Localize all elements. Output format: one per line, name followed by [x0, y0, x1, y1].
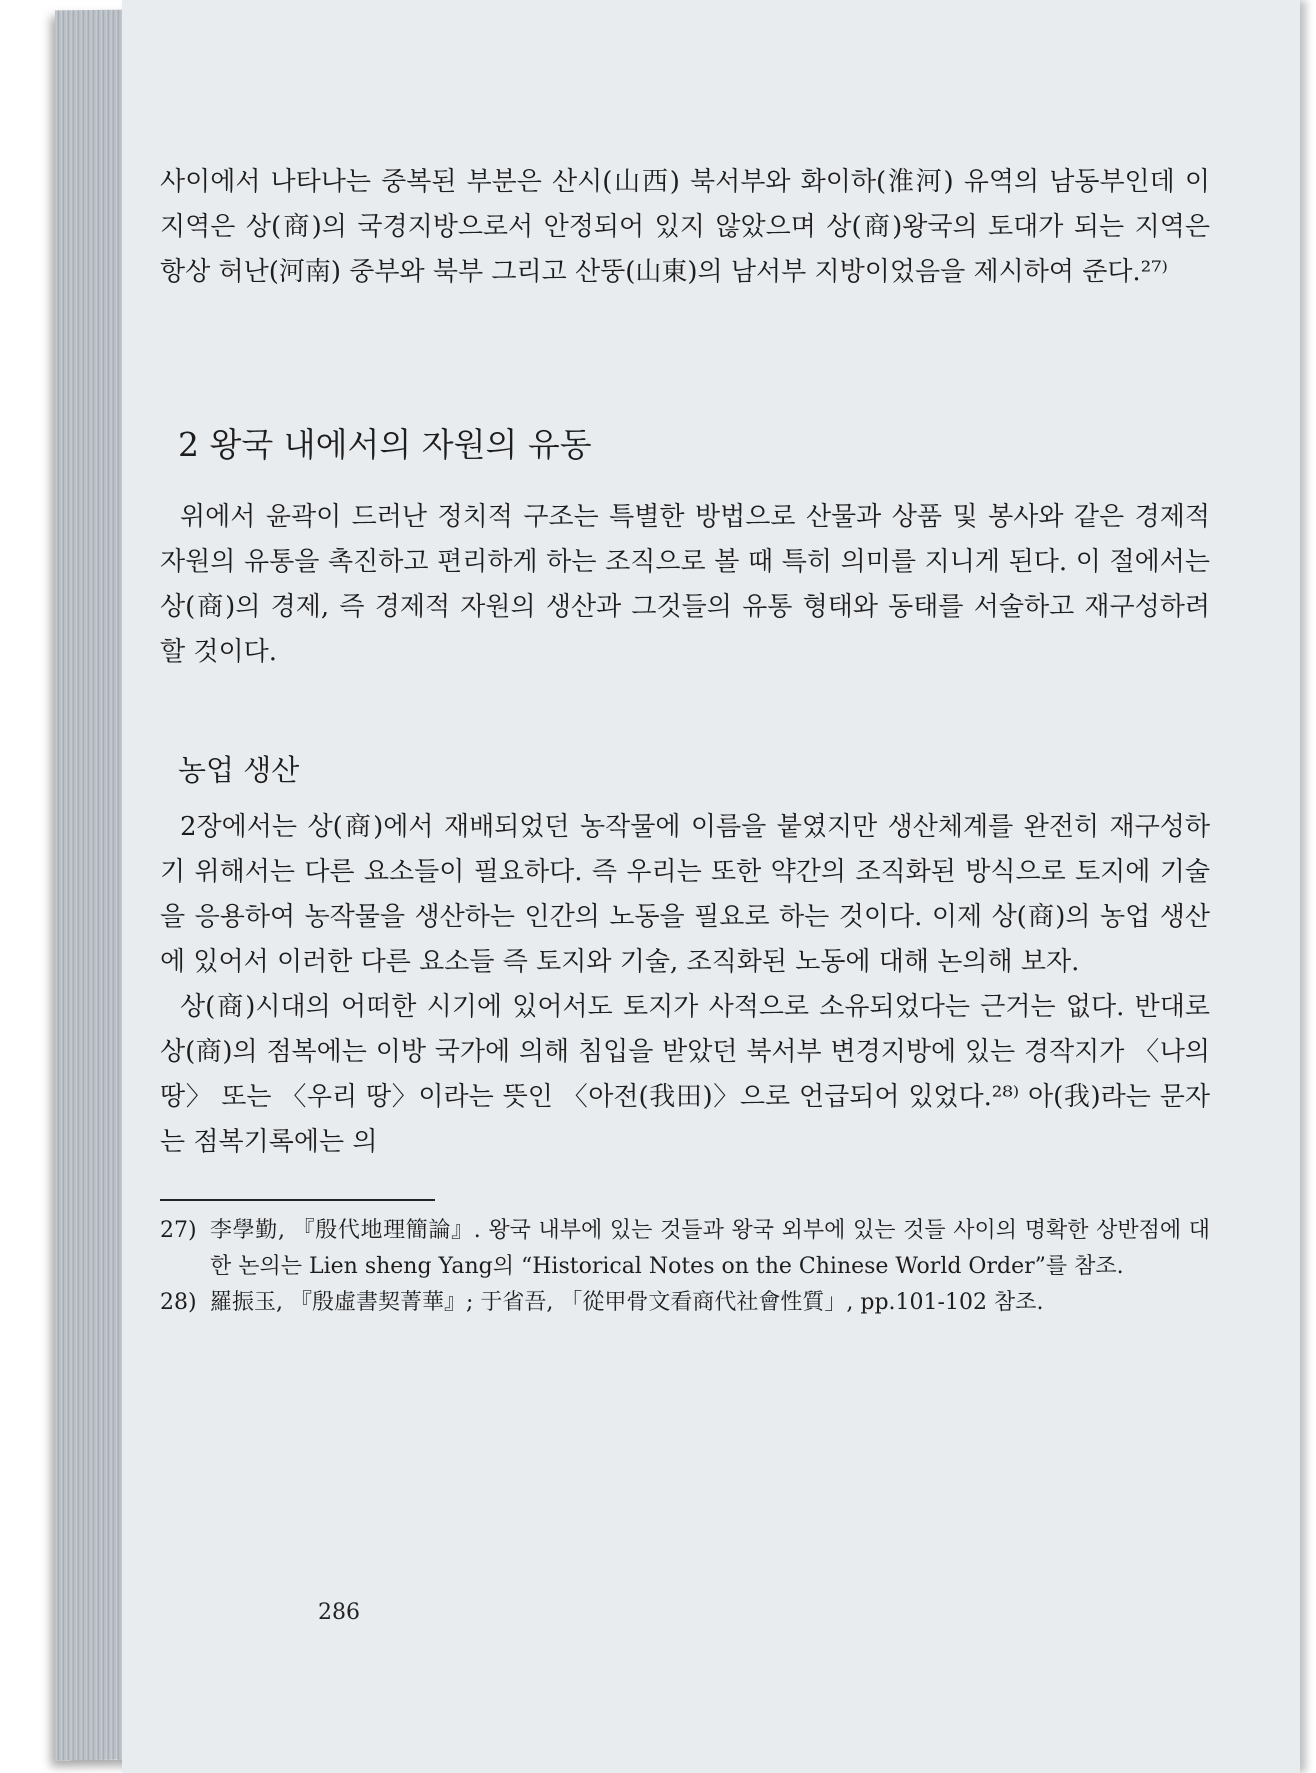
footnote-27 [160, 1213, 1210, 1285]
page-content [160, 160, 1210, 1321]
footnote-number: 27) [160, 1218, 197, 1243]
footnote-text: 羅振玉, 『殷虛書契菁華』; 于省吾, 「從甲骨文看商代社會性質」, pp.101-102 참조. [210, 1290, 1044, 1315]
footnote-divider [160, 1199, 435, 1201]
section-paragraph: 위에서 윤곽이 드러난 정치적 구조는 특별한 방법으로 산물과 상품 및 봉사와 같은 경제적 자원의 유통을 촉진하고 편리하게 하는 조직으로 볼 때 특히 의미를 지니게 된다. 이 절에서는 상(商)의 경제, 즉 경제적 자원의 생산과 그것들의 유통 형태와 동태를 서술하고 재구성하려 할 것이다. [160, 502, 1210, 667]
page-number: 286 [318, 1600, 360, 1625]
intro-paragraph: 사이에서 나타나는 중복된 부분은 산시(山西) 북서부와 화이하(淮河) 유역의 남동부인데 이 지역은 상(商)의 국경지방으로서 안정되어 있지 않았으며 상(商)왕국의 토대가 되는 지역은 항상 허난(河南) 중부와 북부 그리고 산뚱(山東)의 남서부 지방이었음을 제시하여 준다.²⁷⁾ [160, 167, 1210, 287]
body-paragraph-1: 2장에서는 상(商)에서 재배되었던 농작물에 이름을 붙였지만 생산체계를 완전히 재구성하기 위해서는 다른 요소들이 필요하다. 즉 우리는 또한 약간의 조직화된 방식으로 토지에 기술을 응용하여 농작물을 생산하는 인간의 노동을 필요로 하는 것이다. 이제 상(商)의 농업 생산에 있어서 이러한 다른 요소들 즉 토지와 기술, 조직화된 노동에 대해 논의해 보자. [160, 812, 1210, 977]
footnote-28 [160, 1285, 1210, 1321]
subsection-heading: 농업 생산 [178, 753, 300, 787]
footnote-text: 李學勤, 『殷代地理簡論』. 왕국 내부에 있는 것들과 왕국 외부에 있는 것들 사이의 명확한 상반점에 대한 논의는 Lien sheng Yang의 “Historical Notes on the Chinese World Order”를 참조. [210, 1218, 1210, 1279]
footnote-number: 28) [160, 1290, 197, 1315]
section-heading: 2 왕국 내에서의 자원의 유동 [178, 425, 592, 464]
body-paragraph-2: 상(商)시대의 어떠한 시기에 있어서도 토지가 사적으로 소유되었다는 근거는 없다. 반대로 상(商)의 점복에는 이방 국가에 의해 침입을 받았던 북서부 변경지방에 있는 경작지가 〈나의 땅〉 또는 〈우리 땅〉이라는 뜻인 〈아전(我田)〉으로 언급되어 있었다.²⁸⁾ 아(我)라는 문자는 점복기록에는 의 [160, 992, 1210, 1157]
